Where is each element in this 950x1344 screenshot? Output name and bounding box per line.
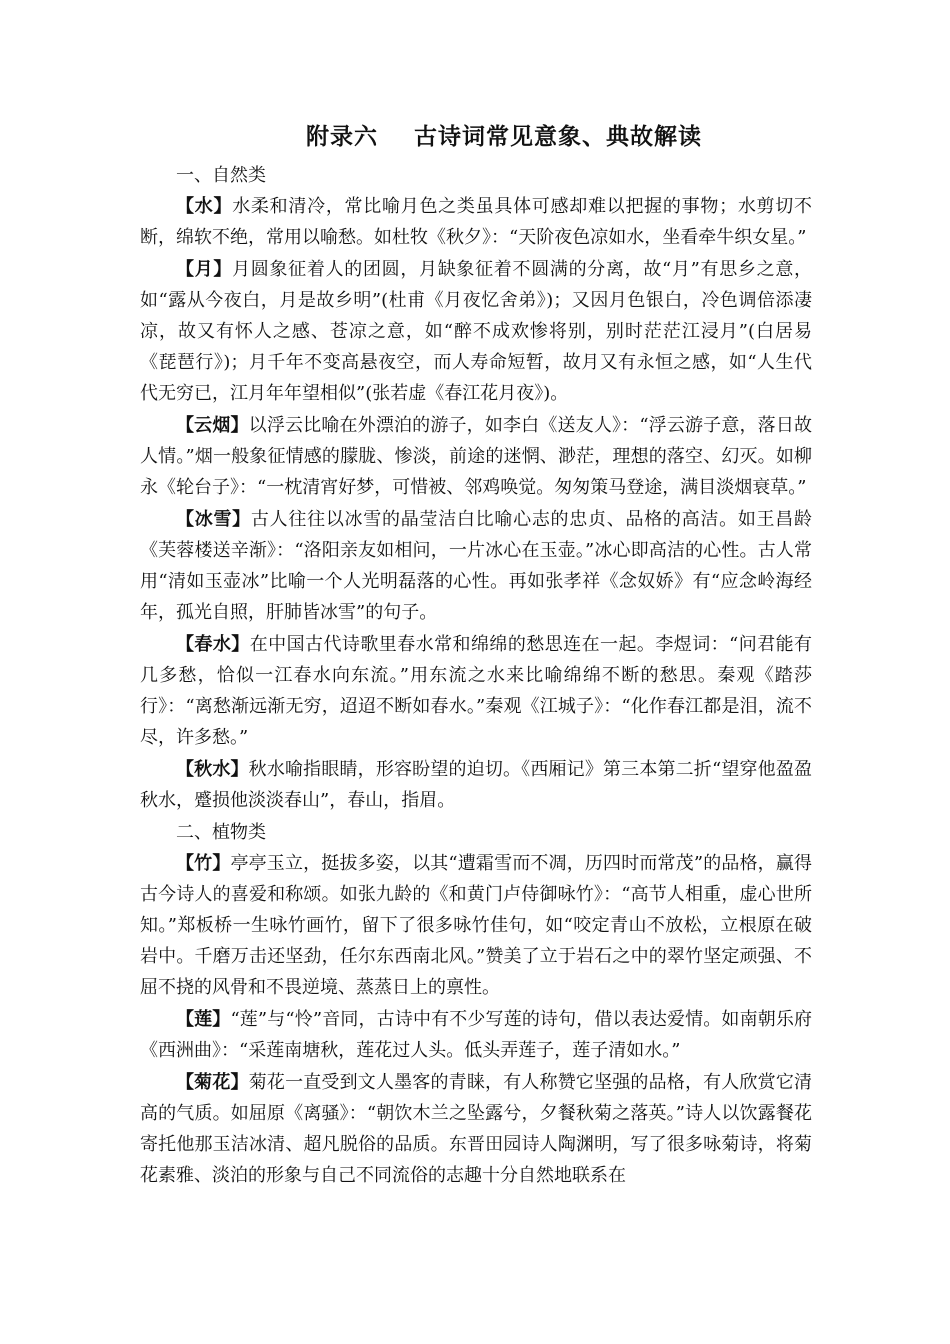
entry-term: 【月】 bbox=[176, 259, 233, 280]
entry-chrysanthemum bbox=[140, 1067, 812, 1191]
entry-term: 【水】 bbox=[176, 196, 233, 217]
document-page bbox=[140, 118, 812, 1192]
entry-moon bbox=[140, 254, 812, 409]
entry-text: 月圆象征着人的团圆，月缺象征着不圆满的分离，故“月”有思乡之意，如“露从今夜白，月是故乡明”(杜甫《月夜忆舍弟》)；又因月色银白，冷色调倍添凄凉，故又有怀人之感、苍凉之意，如“醉不成欢惨将别，别时茫茫江浸月”(白居易《琵琶行》)；月千年不变高悬夜空，而人寿命短暂，故月又有永恒之感，如“人生代代无穷已，江月年年望相似”(张若虚《春江花月夜》)。 bbox=[140, 259, 813, 404]
entry-text: 古人往往以冰雪的晶莹洁白比喻心志的忠贞、品格的高洁。如王昌龄《芙蓉楼送辛渐》：“洛阳亲友如相问，一片冰心在玉壶。”冰心即高洁的心性。古人常用“清如玉壶冰”比喻一个人光明磊落的心性。再如张孝祥《念奴娇》有“应念岭海经年，孤光自照，肝肺皆冰雪”的句子。 bbox=[140, 509, 813, 623]
entry-lotus bbox=[140, 1004, 812, 1066]
entry-water bbox=[140, 191, 812, 253]
entry-cloud-smoke bbox=[140, 410, 812, 503]
entry-term: 【菊花】 bbox=[176, 1072, 249, 1093]
entry-term: 【秋水】 bbox=[176, 759, 249, 780]
entry-text: 在中国古代诗歌里春水常和绵绵的愁思连在一起。李煜词：“问君能有几多愁，恰似一江春水向东流。”用东流之水来比喻绵绵不断的愁思。秦观《踏莎行》：“离愁渐远渐无穷，迢迢不断如春水。”秦观《江城子》：“化作春江都是泪，流不尽，许多愁。” bbox=[140, 634, 813, 748]
entry-text: 秋水喻指眼睛，形容盼望的迫切。《西厢记》第三本第二折“望穿他盈盈秋水，蹙损他淡淡春山”，春山，指眉。 bbox=[140, 759, 813, 811]
entry-text: 菊花一直受到文人墨客的青睐，有人称赞它坚强的品格，有人欣赏它清高的气质。如屈原《离骚》：“朝饮木兰之坠露兮，夕餐秋菊之落英。”诗人以饮露餐花寄托他那玉洁冰清、超凡脱俗的品质。东晋田园诗人陶渊明，写了很多咏菊诗，将菊花素雅、淡泊的形象与自己不同流俗的志趣十分自然地联系在 bbox=[140, 1072, 813, 1186]
entry-text: “莲”与“怜”音同，古诗中有不少写莲的诗句，借以表达爱情。如南朝乐府《西洲曲》：“采莲南塘秋，莲花过人头。低头弄莲子，莲子清如水。” bbox=[140, 1009, 812, 1061]
entry-spring-water bbox=[140, 629, 812, 753]
entry-term: 【云烟】 bbox=[176, 415, 249, 436]
entry-term: 【冰雪】 bbox=[176, 509, 251, 530]
entry-bamboo bbox=[140, 848, 812, 1003]
section-heading-plants: 二、植物类 bbox=[176, 822, 266, 843]
entry-text: 亭亭玉立，挺拔多姿，以其“遭霜雪而不凋，历四时而常茂”的品格，赢得古今诗人的喜爱和称颂。如张九龄的《和黄门卢侍御咏竹》：“高节人相重，虚心世所知。”郑板桥一生咏竹画竹，留下了很多咏竹佳句，如“咬定青山不放松，立根原在破岩中。千磨万击还坚劲，任尔东西南北风。”赞美了立于岩石之中的翠竹坚定顽强、不屈不挠的风骨和不畏逆境、蒸蒸日上的禀性。 bbox=[140, 853, 812, 998]
entry-text: 水柔和清冷，常比喻月色之类虽具体可感却难以把握的事物；水剪切不断，绵软不绝，常用以喻愁。如杜牧《秋夕》：“天阶夜色凉如水，坐看牵牛织女星。” bbox=[140, 196, 813, 248]
entry-term: 【竹】 bbox=[176, 853, 231, 874]
entry-autumn-water bbox=[140, 754, 812, 816]
section-heading-nature: 一、自然类 bbox=[176, 165, 266, 186]
entry-text: 以浮云比喻在外漂泊的游子，如李白《送友人》：“浮云游子意，落日故人情。”烟一般象征情感的朦胧、惨淡，前途的迷惘、渺茫，理想的落空、幻灭。如柳永《轮台子》：“一枕清宵好梦，可惜被、邻鸡唤觉。匆匆策马登途，满目淡烟衰草。” bbox=[140, 415, 813, 498]
page-title: 附录六 古诗词常见意象、典故解读 bbox=[305, 123, 703, 150]
entry-term: 【莲】 bbox=[176, 1009, 231, 1030]
entry-term: 【春水】 bbox=[176, 634, 250, 655]
entry-ice-snow bbox=[140, 504, 812, 628]
